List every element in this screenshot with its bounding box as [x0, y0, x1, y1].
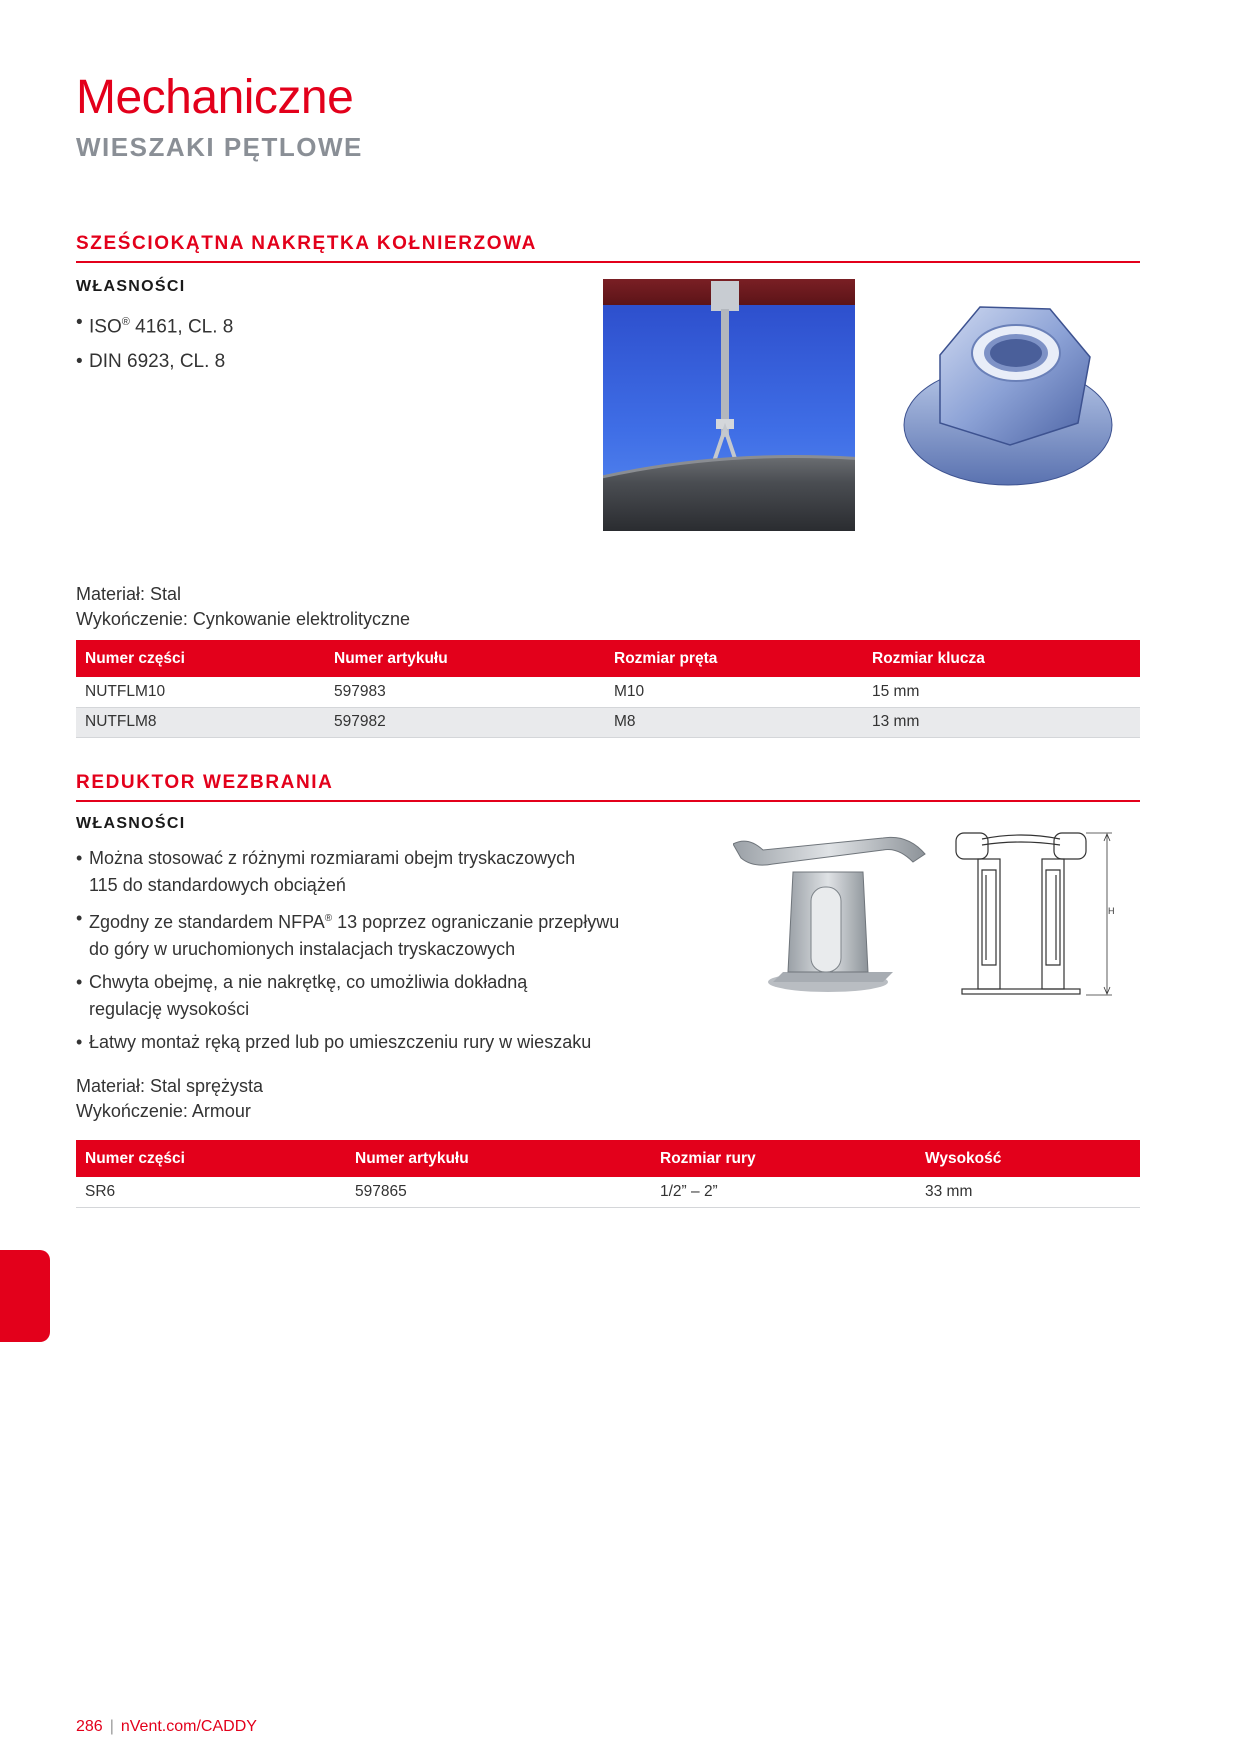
property-item: • Zgodny ze standardem NFPA® 13 poprzez ograniczanie przepływu do góry w uruchomionych instalacjach tryskaczowych	[76, 905, 619, 963]
page-title: Mechaniczne	[76, 71, 354, 124]
table-cell: 597865	[346, 1177, 651, 1207]
section-rule	[76, 261, 1140, 263]
table-header-row	[76, 1140, 1140, 1177]
surge-restrainer-drawing	[952, 825, 1127, 1000]
page-subtitle: WIESZAKI PĘTLOWE	[76, 132, 363, 162]
table-cell: NUTFLM10	[76, 677, 325, 707]
flange-nut-spec-table	[76, 640, 1140, 738]
section-side-tab	[0, 1250, 50, 1342]
finish-text: Wykończenie: Armour	[76, 1101, 251, 1121]
table-cell: 15 mm	[863, 677, 1140, 707]
column-header: Rozmiar rury	[651, 1140, 916, 1177]
table-row	[76, 1177, 1140, 1207]
table-cell: 597983	[325, 677, 605, 707]
column-header: Numer artykułu	[325, 640, 605, 677]
properties-heading: WŁASNOŚCI	[76, 815, 186, 832]
page-footer	[76, 1718, 257, 1736]
height-dimension-label: H	[1108, 906, 1115, 916]
table-row	[76, 677, 1140, 707]
footer-site-link[interactable]: nVent.com/CADDY	[120, 1718, 257, 1735]
table-cell: M8	[605, 707, 863, 737]
section-heading-flange-nut: SZEŚCIOKĄTNA NAKRĘTKA KOŁNIERZOWA	[76, 233, 537, 254]
page-number: 286	[76, 1718, 103, 1735]
property-item: • DIN 6923, CL. 8	[76, 344, 233, 379]
section-rule	[76, 800, 1140, 802]
table-cell: NUTFLM8	[76, 707, 325, 737]
column-header: Numer części	[76, 1140, 346, 1177]
table-cell: 1/2” – 2”	[651, 1177, 916, 1207]
table-row	[76, 707, 1140, 737]
property-item: • Łatwy montaż ręką przed lub po umieszczeniu rury w wieszaku	[76, 1029, 619, 1056]
material-text: Materiał: Stal sprężysta	[76, 1076, 264, 1096]
column-header: Numer artykułu	[346, 1140, 651, 1177]
flange-nut-photo	[900, 295, 1116, 495]
properties-list	[76, 845, 619, 1062]
table-cell: 13 mm	[863, 707, 1140, 737]
property-item: • Chwyta obejmę, a nie nakrętkę, co umożliwia dokładną regulację wysokości	[76, 969, 619, 1023]
properties-list	[76, 305, 233, 379]
table-cell: SR6	[76, 1177, 346, 1207]
surge-restrainer-spec-table	[76, 1140, 1140, 1208]
footer-separator: |	[109, 1718, 114, 1735]
column-header: Wysokość	[916, 1140, 1140, 1177]
column-header: Rozmiar klucza	[863, 640, 1140, 677]
properties-heading: WŁASNOŚCI	[76, 278, 186, 295]
finish-text: Wykończenie: Cynkowanie elektrolityczne	[76, 609, 410, 629]
surge-restrainer-photo	[733, 832, 933, 1002]
property-item: • ISO® 4161, CL. 8	[76, 305, 233, 344]
table-cell: 33 mm	[916, 1177, 1140, 1207]
table-header-row	[76, 640, 1140, 677]
table-cell: 597982	[325, 707, 605, 737]
column-header: Numer części	[76, 640, 325, 677]
column-header: Rozmiar pręta	[605, 640, 863, 677]
table-cell: M10	[605, 677, 863, 707]
material-text: Materiał: Stal	[76, 584, 182, 604]
section-heading-surge-restrainer: REDUKTOR WEZBRANIA	[76, 772, 334, 793]
property-item: • Można stosować z różnymi rozmiarami obejm tryskaczowych 115 do standardowych obciążeń	[76, 845, 619, 899]
hanger-installation-photo	[603, 279, 855, 531]
